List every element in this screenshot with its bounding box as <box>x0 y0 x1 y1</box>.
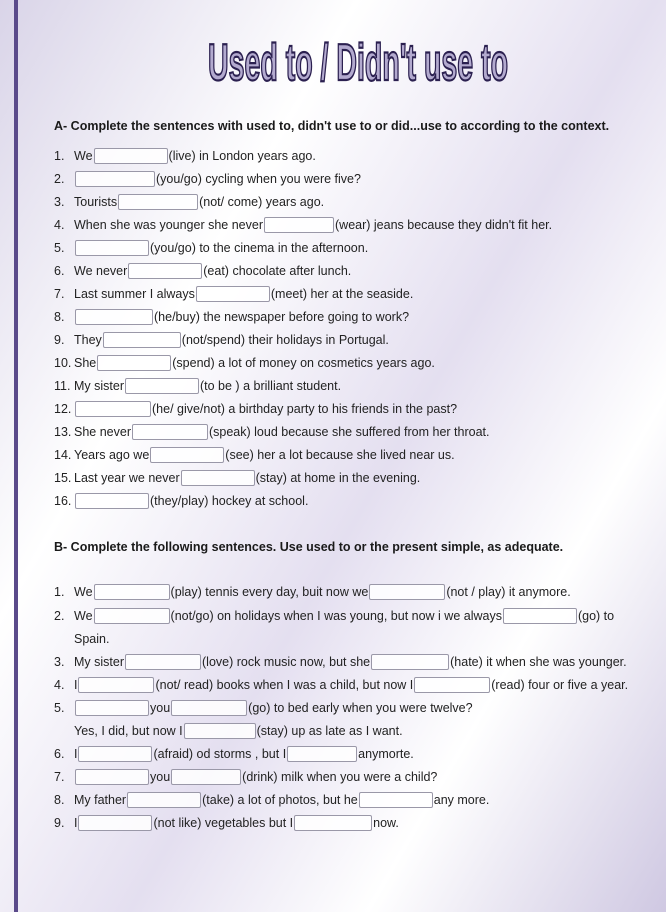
exercise-item <box>54 400 457 418</box>
item-number: 1. <box>54 585 65 599</box>
answer-blank[interactable] <box>503 608 577 624</box>
item-number: 3. <box>54 195 65 209</box>
exercise-item <box>54 331 389 349</box>
item-text: My sister <box>74 379 124 393</box>
item-text: (take) a lot of photos, but he <box>202 793 358 807</box>
item-number: 6. <box>54 747 65 761</box>
item-text: (you/go) to the cinema in the afternoon. <box>150 241 369 255</box>
item-text: (afraid) od storms , but I <box>153 747 287 761</box>
exercise-item <box>54 583 571 601</box>
item-text: (play) tennis every day, buit now we <box>170 585 369 599</box>
item-number: 2. <box>54 172 65 186</box>
section-a-heading: A- Complete the sentences with used to, didn't use to or did...use to according to the context. <box>54 119 610 133</box>
answer-blank[interactable] <box>171 769 241 785</box>
item-text: Last summer I always <box>74 287 195 301</box>
item-number: 11. <box>54 379 71 393</box>
item-text: Yes, I did, but now I <box>74 724 183 738</box>
exercise-item <box>54 285 413 303</box>
item-number: 14. <box>54 448 72 462</box>
item-text: Years ago we <box>74 448 150 462</box>
item-number: 2. <box>54 609 65 623</box>
answer-blank[interactable] <box>75 700 149 716</box>
item-number: 1. <box>54 149 65 163</box>
exercise-item <box>54 423 489 441</box>
item-text: When she was younger she never <box>74 218 263 232</box>
exercise-item <box>54 170 361 188</box>
item-text: (eat) chocolate after lunch. <box>203 264 352 278</box>
exercise-item <box>54 607 614 625</box>
item-number: 13. <box>54 425 72 439</box>
item-text: We <box>74 609 93 623</box>
item-text: you <box>150 701 171 715</box>
item-number: 15. <box>54 471 72 485</box>
item-text: (he/ give/not) a birthday party to his friends in the past? <box>152 402 458 416</box>
item-text: (he/buy) the newspaper before going to work? <box>154 310 410 324</box>
exercise-item <box>54 630 109 648</box>
item-text: (not / play) it anymore. <box>446 585 571 599</box>
item-text: (not/ read) books when I was a child, but now I <box>155 678 414 692</box>
item-number: 4. <box>54 678 65 692</box>
item-text: (meet) her at the seaside. <box>270 287 414 301</box>
exercise-item <box>54 768 437 786</box>
item-text: They <box>74 333 102 347</box>
exercise-item <box>54 147 316 165</box>
exercise-item <box>54 308 409 326</box>
item-text: any more. <box>433 793 490 807</box>
item-text: (stay) up as late as I want. <box>256 724 403 738</box>
answer-blank[interactable] <box>78 815 152 831</box>
item-number: 4. <box>54 218 65 232</box>
item-text: (love) rock music now, but she <box>202 655 371 669</box>
exercise-item <box>54 722 403 740</box>
exercise-item <box>54 791 489 809</box>
answer-blank[interactable] <box>171 700 247 716</box>
exercise-item <box>54 699 473 717</box>
answer-blank[interactable] <box>371 654 449 670</box>
item-text: Tourists <box>74 195 118 209</box>
answer-blank[interactable] <box>75 171 155 187</box>
item-text: (they/play) hockey at school. <box>150 494 309 508</box>
answer-blank[interactable] <box>103 332 181 348</box>
item-text: I <box>74 816 78 830</box>
item-text: (not/go) on holidays when I was young, but now i we always <box>170 609 502 623</box>
item-text: (stay) at home in the evening. <box>255 471 421 485</box>
item-text: (spend) a lot of money on cosmetics years ago. <box>172 356 435 370</box>
answer-blank[interactable] <box>132 424 208 440</box>
item-text: (read) four or five a year. <box>491 678 629 692</box>
exercise-item <box>54 492 308 510</box>
item-text: We <box>74 585 93 599</box>
item-text: now. <box>373 816 399 830</box>
answer-blank[interactable] <box>75 309 153 325</box>
worksheet-title <box>0 18 666 98</box>
answer-blank[interactable] <box>125 378 199 394</box>
answer-blank[interactable] <box>128 263 202 279</box>
answer-blank[interactable] <box>150 447 224 463</box>
item-number: 9. <box>54 816 65 830</box>
item-text: My sister <box>74 655 124 669</box>
answer-blank[interactable] <box>294 815 372 831</box>
item-number: 8. <box>54 310 65 324</box>
item-text: anymorte. <box>358 747 414 761</box>
answer-blank[interactable] <box>264 217 334 233</box>
item-text: (not like) vegetables but I <box>153 816 294 830</box>
exercise-item <box>54 653 627 671</box>
exercise-item <box>54 676 628 694</box>
item-number: 3. <box>54 655 65 669</box>
item-text: (hate) it when she was younger. <box>450 655 627 669</box>
item-text: I <box>74 678 78 692</box>
item-text: Last year we never <box>74 471 180 485</box>
item-number: 5. <box>54 241 65 255</box>
item-text: (to be ) a brilliant student. <box>200 379 342 393</box>
answer-blank[interactable] <box>94 148 168 164</box>
page-left-border <box>14 0 18 912</box>
exercise-item <box>54 239 368 257</box>
item-text: (speak) loud because she suffered from her throat. <box>208 425 490 439</box>
item-text: I <box>74 747 78 761</box>
item-text: (live) in London years ago. <box>168 149 316 163</box>
section-b-heading: B- Complete the following sentences. Use used to or the present simple, as adequate. <box>54 540 564 554</box>
answer-blank[interactable] <box>184 723 256 739</box>
item-text: (not/ come) years ago. <box>199 195 325 209</box>
exercise-item <box>54 193 324 211</box>
answer-blank[interactable] <box>181 470 255 486</box>
exercise-item <box>54 446 455 464</box>
item-text: you <box>150 770 171 784</box>
answer-blank[interactable] <box>75 769 149 785</box>
item-number: 12. <box>54 402 72 416</box>
item-text: (wear) jeans because they didn't fit her. <box>335 218 553 232</box>
item-number: 8. <box>54 793 65 807</box>
item-number: 7. <box>54 287 65 301</box>
item-text: (you/go) cycling when you were five? <box>156 172 361 186</box>
item-text: (go) to bed early when you were twelve? <box>248 701 473 715</box>
answer-blank[interactable] <box>94 584 170 600</box>
item-number: 6. <box>54 264 65 278</box>
exercise-item <box>54 814 399 832</box>
item-text: Spain. <box>74 632 110 646</box>
answer-blank[interactable] <box>78 677 154 693</box>
answer-blank[interactable] <box>369 584 445 600</box>
answer-blank[interactable] <box>75 493 149 509</box>
answer-blank[interactable] <box>78 746 152 762</box>
item-text: (see) her a lot because she lived near us. <box>225 448 455 462</box>
answer-blank[interactable] <box>414 677 490 693</box>
exercise-item <box>54 377 341 395</box>
item-text: We never <box>74 264 128 278</box>
answer-blank[interactable] <box>287 746 357 762</box>
answer-blank[interactable] <box>118 194 198 210</box>
item-text: We <box>74 149 93 163</box>
exercise-item <box>54 354 435 372</box>
answer-blank[interactable] <box>75 401 151 417</box>
title-text: Used to / Didn't use to <box>208 34 508 92</box>
answer-blank[interactable] <box>196 286 270 302</box>
item-number: 9. <box>54 333 65 347</box>
item-number: 10. <box>54 356 72 370</box>
answer-blank[interactable] <box>125 654 201 670</box>
item-number: 7. <box>54 770 65 784</box>
item-text: (not/spend) their holidays in Portugal. <box>181 333 389 347</box>
item-number: 16. <box>54 494 72 508</box>
exercise-item <box>54 262 351 280</box>
item-text: (go) to <box>577 609 615 623</box>
item-number: 5. <box>54 701 65 715</box>
answer-blank[interactable] <box>97 355 171 371</box>
item-text: She <box>74 356 97 370</box>
answer-blank[interactable] <box>359 792 433 808</box>
exercise-item <box>54 745 414 763</box>
item-text: She never <box>74 425 131 439</box>
answer-blank[interactable] <box>94 608 170 624</box>
item-text: (drink) milk when you were a child? <box>242 770 438 784</box>
item-text: My father <box>74 793 127 807</box>
exercise-item <box>54 469 420 487</box>
answer-blank[interactable] <box>75 240 149 256</box>
answer-blank[interactable] <box>127 792 201 808</box>
exercise-item <box>54 216 552 234</box>
